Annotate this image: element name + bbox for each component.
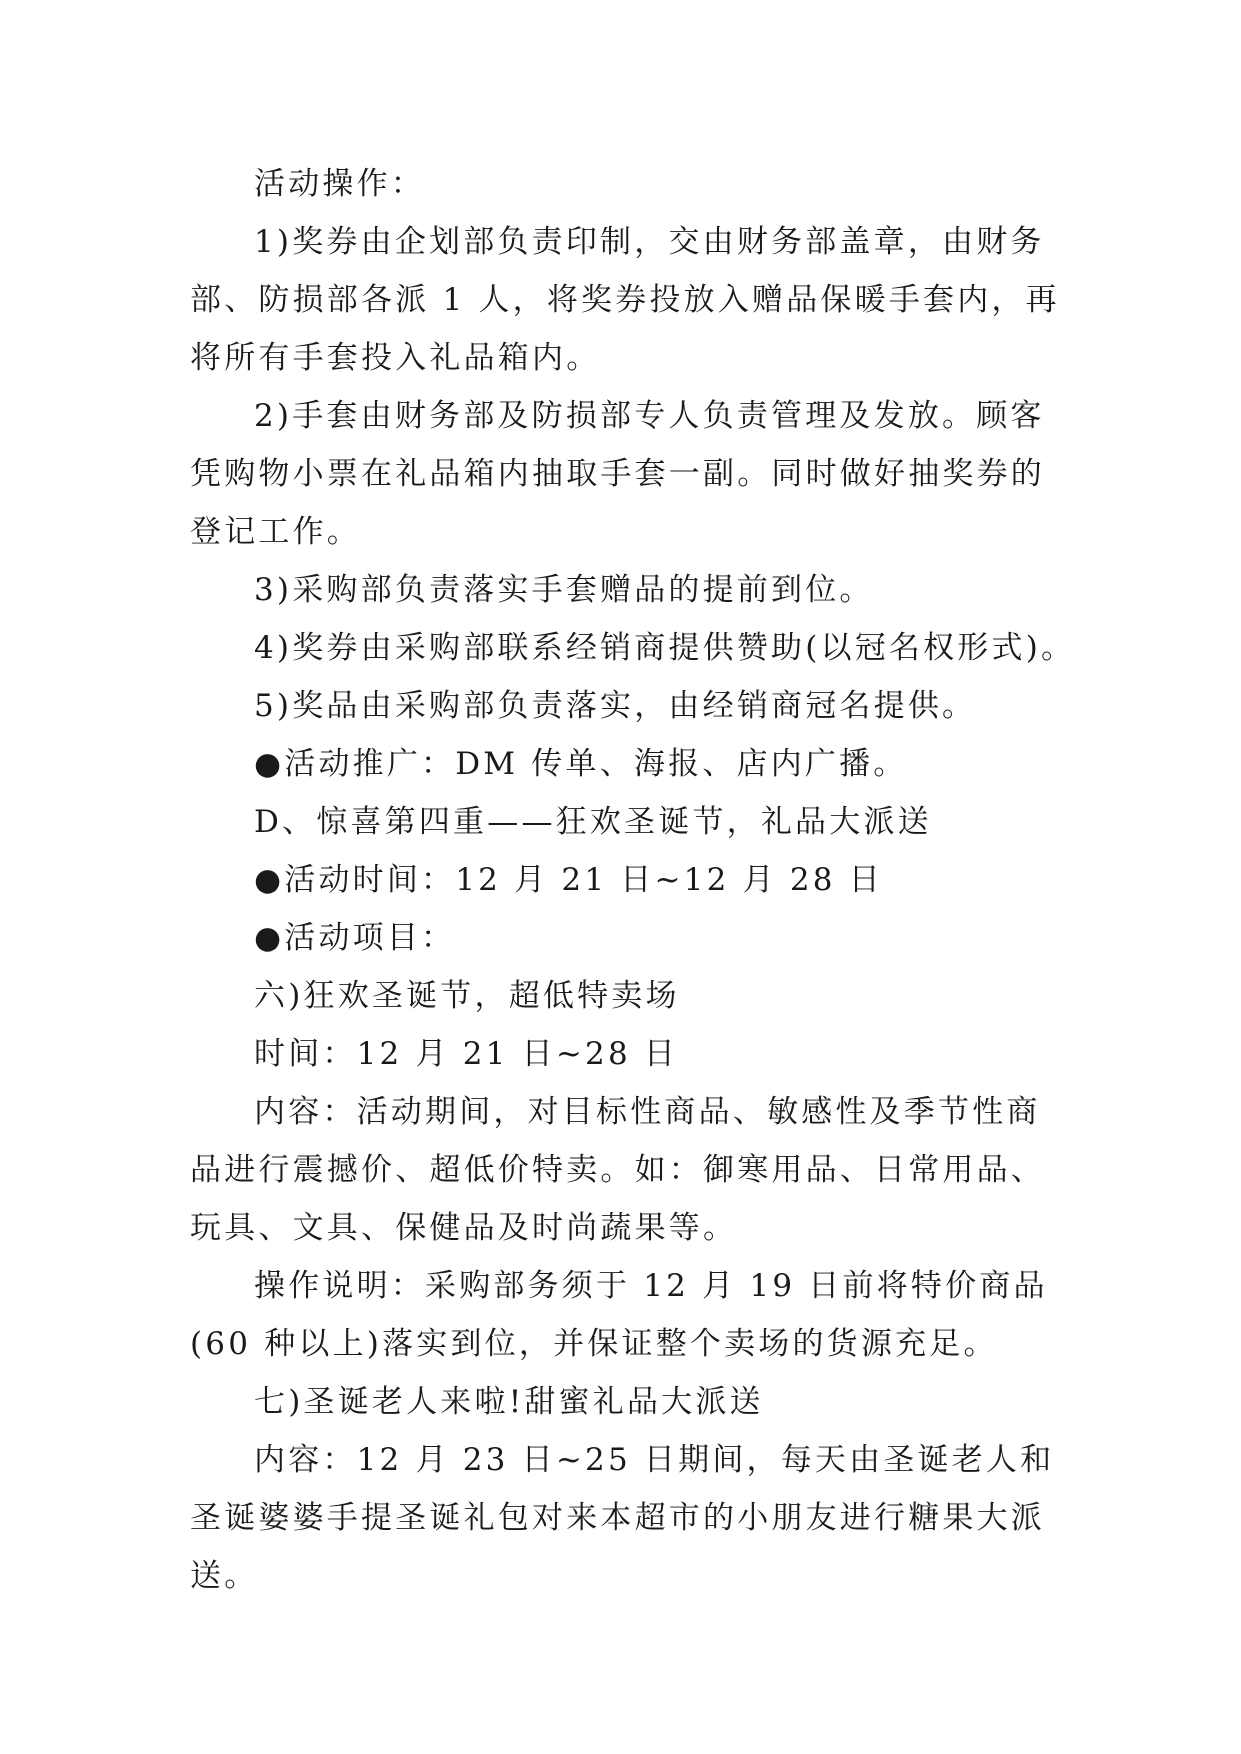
paragraph-item-4: 4)奖券由采购部联系经销商提供赞助(以冠名权形式)。 xyxy=(254,630,1076,666)
document-body xyxy=(190,155,1076,1605)
paragraph-item-six-heading: 六)狂欢圣诞节，超低特卖场 xyxy=(254,978,680,1014)
paragraph-activity-operation: 活动操作： xyxy=(254,166,425,202)
paragraph-item-3: 3)采购部负责落实手套赠品的提前到位。 xyxy=(254,572,874,608)
paragraph-item-2: 2)手套由财务部及防损部专人负责管理及发放。顾客凭购物小票在礼品箱内抽取手套一副。同时做好抽奖券的登记工作。 xyxy=(190,398,1045,550)
paragraph-item-5: 5)奖品由采购部负责落实，由经销商冠名提供。 xyxy=(254,688,977,724)
paragraph-item-six-operation: 操作说明：采购部务须于 12 月 19 日前将特价商品(60 种以上)落实到位，并保证整个卖场的货源充足。 xyxy=(190,1268,1048,1362)
paragraph-activity-items: ●活动项目： xyxy=(254,920,456,956)
paragraph-item-1: 1)奖券由企划部负责印制，交由财务部盖章，由财务部、防损部各派 1 人，将奖券投放入赠品保暖手套内，再将所有手套投入礼品箱内。 xyxy=(190,224,1060,376)
paragraph-promotion: ●活动推广：DM 传单、海报、店内广播。 xyxy=(254,746,908,782)
paragraph-section-d-heading: D、惊喜第四重——狂欢圣诞节，礼品大派送 xyxy=(254,804,932,840)
paragraph-item-six-content: 内容：活动期间，对目标性商品、敏感性及季节性商品进行震撼价、超低价特卖。如：御寒用品、日常用品、玩具、文具、保健品及时尚蔬果等。 xyxy=(190,1094,1045,1246)
paragraph-activity-time: ●活动时间：12 月 21 日~12 月 28 日 xyxy=(254,862,883,898)
paragraph-item-six-time: 时间：12 月 21 日~28 日 xyxy=(254,1036,679,1072)
paragraph-item-seven-heading: 七)圣诞老人来啦!甜蜜礼品大派送 xyxy=(254,1384,764,1420)
paragraph-item-seven-content: 内容：12 月 23 日~25 日期间，每天由圣诞老人和圣诞婆婆手提圣诞礼包对来本超市的小朋友进行糖果大派送。 xyxy=(190,1442,1055,1594)
